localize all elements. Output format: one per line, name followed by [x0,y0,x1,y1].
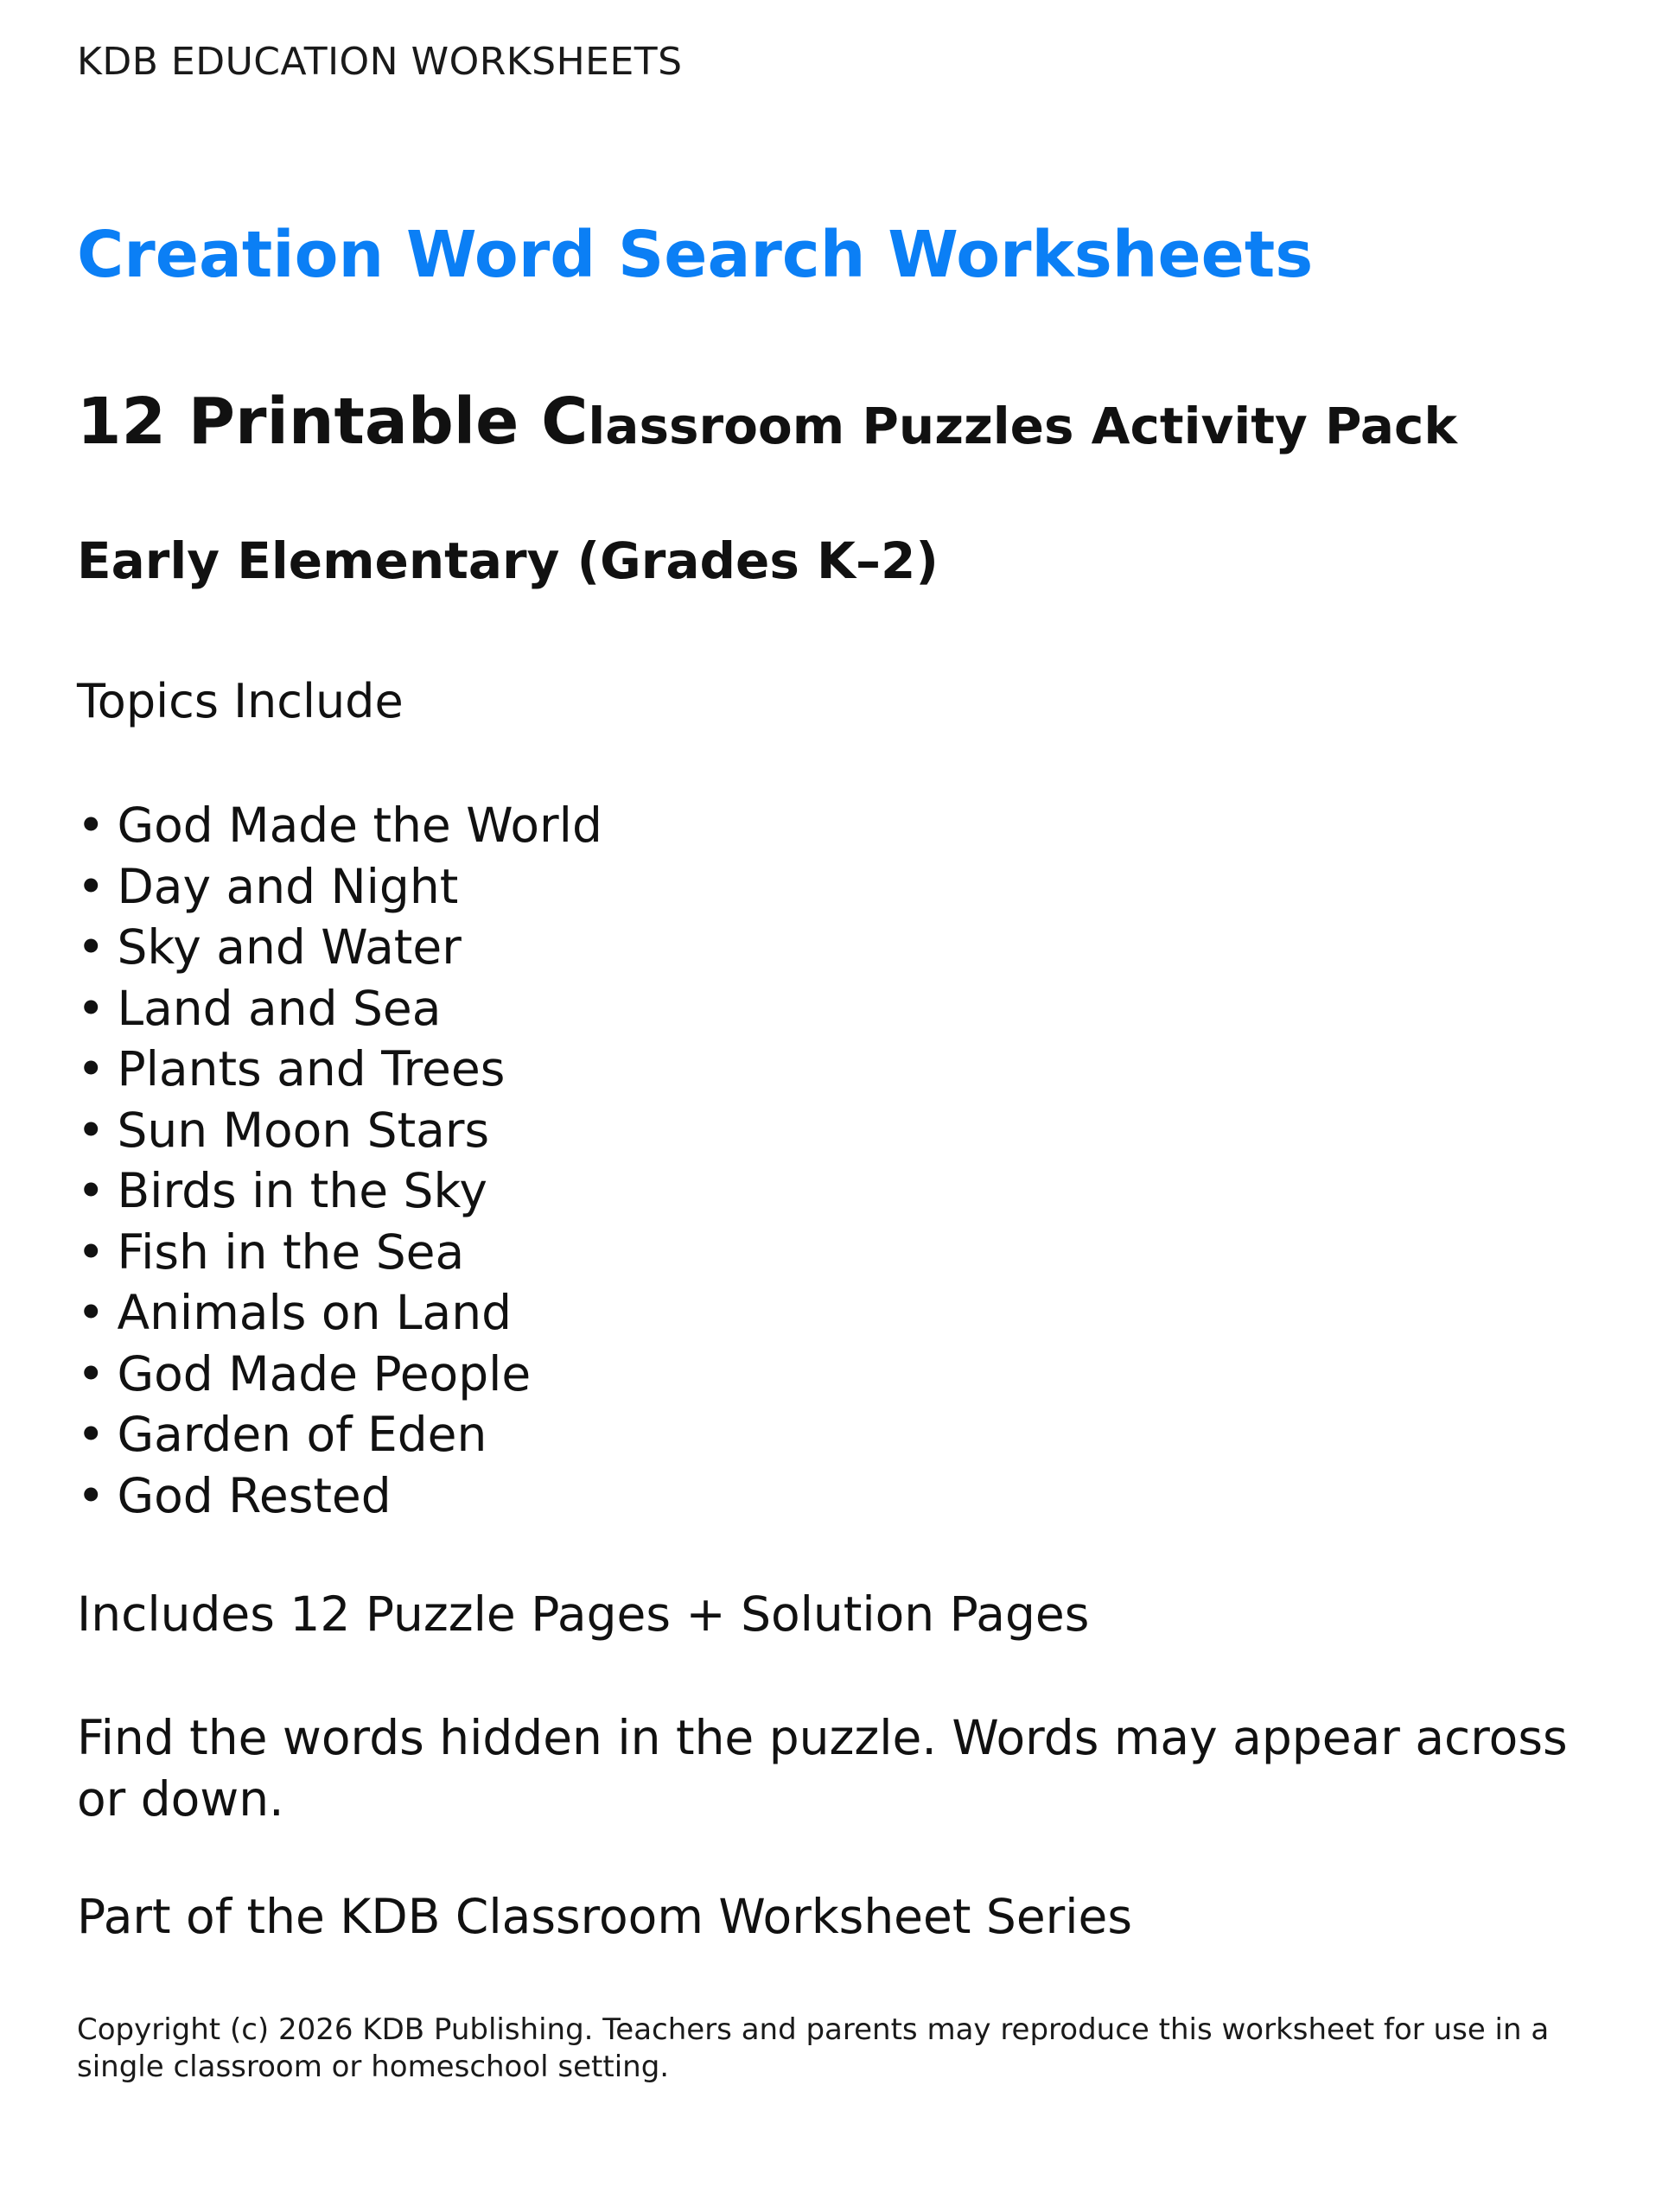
topic-label: Land and Sea [117,980,442,1036]
bullet: • [77,1407,105,1462]
subtitle-lead: 12 Printable C [77,385,589,459]
topic-label: Birds in the Sky [117,1163,487,1218]
list-item [77,917,602,978]
series-note: Part of the KDB Classroom Worksheet Series [77,1889,1133,1944]
topic-label: Plants and Trees [117,1041,506,1096]
list-item [77,1404,602,1465]
grade-level: Early Elementary (Grades K–2) [77,531,939,590]
bullet: • [77,1285,105,1340]
list-item [77,978,602,1039]
list-item [77,1465,602,1527]
list-item [77,795,602,856]
list-item [77,1160,602,1222]
bullet: • [77,919,105,975]
list-item [77,1222,602,1283]
bullet: • [77,798,105,853]
list-item [77,1100,602,1161]
topics-heading: Topics Include [77,674,404,728]
topic-label: God Rested [117,1467,392,1523]
bullet: • [77,1345,105,1402]
list-item [77,856,602,918]
topics-list [77,795,602,1526]
bullet: • [77,980,105,1036]
bullet: • [77,1041,105,1096]
bullet: • [77,1102,105,1158]
copyright-notice: Copyright (c) 2026 KDB Publishing. Teachers and parents may reproduce this worksheet for use in a single classroom or homeschool setting. [77,2012,1550,2084]
topic-label: Sun Moon Stars [117,1102,490,1158]
topic-label: Animals on Land [117,1285,513,1340]
page-title: Creation Word Search Worksheets [77,218,1314,292]
bullet: • [77,1467,105,1523]
list-item [77,1282,602,1344]
topic-label: Fish in the Sea [117,1224,465,1280]
bullet: • [77,1163,105,1218]
bullet: • [77,858,105,914]
page-subtitle [77,385,1457,459]
includes-note: Includes 12 Puzzle Pages + Solution Pages [77,1586,1090,1642]
topic-label: God Made the World [117,798,602,853]
brand-header: KDB EDUCATION WORKSHEETS [77,40,683,84]
instructions: Find the words hidden in the puzzle. Words may appear across or down. [77,1710,1568,1827]
topic-label: God Made People [117,1345,532,1402]
list-item [77,1039,602,1100]
bullet: • [77,1224,105,1280]
topic-label: Garden of Eden [117,1407,487,1462]
topic-label: Day and Night [117,858,459,914]
topic-label: Sky and Water [117,919,462,975]
list-item [77,1344,602,1405]
subtitle-rest: lassroom Puzzles Activity Pack [588,397,1457,455]
